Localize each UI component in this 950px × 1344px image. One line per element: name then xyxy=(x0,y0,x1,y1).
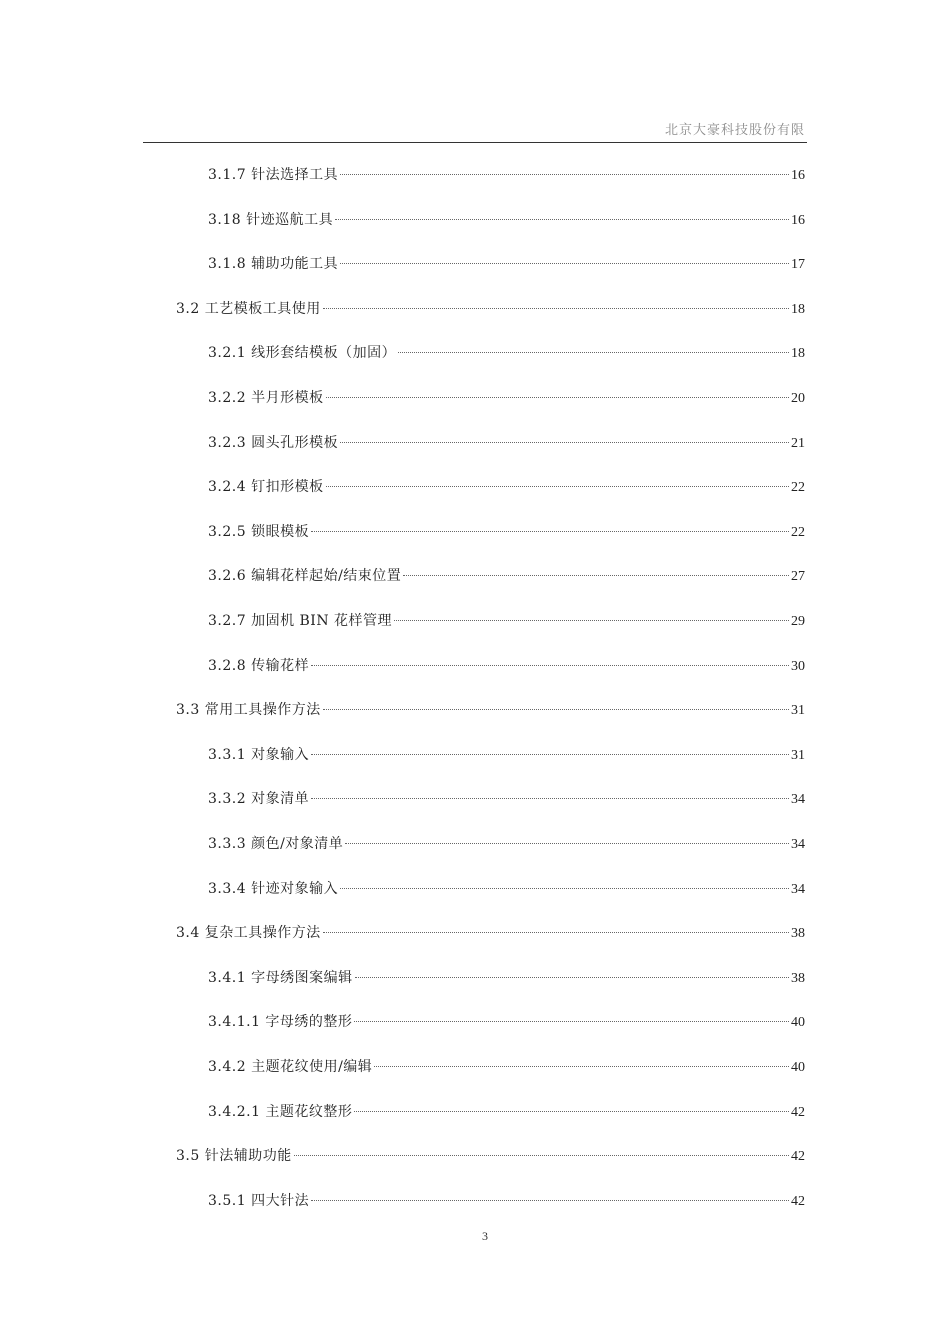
toc-entry-title: 3.3.1 对象输入 xyxy=(208,747,310,763)
toc-entry-page: 40 xyxy=(791,1060,805,1075)
toc-entry-title: 3.2 工艺模板工具使用 xyxy=(176,301,321,317)
toc-entry[interactable] xyxy=(208,610,805,632)
toc-entry-page: 42 xyxy=(791,1194,805,1209)
toc-dot-leader xyxy=(394,620,789,621)
toc-entry[interactable] xyxy=(208,253,805,275)
toc-entry-title: 3.5.1 四大针法 xyxy=(208,1193,310,1209)
toc-entry-title: 3.4.1.1 字母绣的整形 xyxy=(208,1014,353,1030)
page-number: 3 xyxy=(482,1229,488,1243)
toc-dot-leader xyxy=(340,174,789,175)
toc-entry-title: 3.2.2 半月形模板 xyxy=(208,390,324,406)
toc-entry-title: 3.3.3 颜色/对象清单 xyxy=(208,836,344,852)
toc-entry-page: 40 xyxy=(791,1015,805,1030)
toc-entry[interactable] xyxy=(208,565,805,587)
toc-entry-page: 31 xyxy=(791,748,805,763)
toc-entry-page: 34 xyxy=(791,792,805,807)
toc-entry[interactable] xyxy=(208,1056,805,1078)
toc-dot-leader xyxy=(311,1200,789,1201)
toc-dot-leader xyxy=(398,352,789,353)
toc-entry-page: 16 xyxy=(791,168,805,183)
toc-entry-page: 17 xyxy=(791,257,805,272)
toc-entry[interactable] xyxy=(176,298,805,320)
toc-entry-page: 38 xyxy=(791,926,805,941)
toc-entry[interactable] xyxy=(176,1145,805,1167)
toc-entry[interactable] xyxy=(208,744,805,766)
toc-entry-page: 38 xyxy=(791,971,805,986)
toc-entry[interactable] xyxy=(208,521,805,543)
toc-entry-title: 3.3 常用工具操作方法 xyxy=(176,702,321,718)
toc-dot-leader xyxy=(345,843,789,844)
toc-dot-leader xyxy=(311,531,789,532)
header-company-name: 北京大豪科技股份有限 xyxy=(664,123,805,138)
toc-entry-title: 3.4.2 主题花纹使用/编辑 xyxy=(208,1059,373,1075)
toc-dot-leader xyxy=(340,888,789,889)
toc-dot-leader xyxy=(403,575,789,576)
toc-entry[interactable] xyxy=(208,967,805,989)
toc-entry-page: 30 xyxy=(791,659,805,674)
toc-dot-leader xyxy=(323,709,789,710)
toc-entry[interactable] xyxy=(176,699,805,721)
toc-entry[interactable] xyxy=(176,922,805,944)
toc-entry-page: 34 xyxy=(791,882,805,897)
toc-dot-leader xyxy=(311,754,789,755)
toc-entry[interactable] xyxy=(208,1011,805,1033)
header-rule xyxy=(143,142,807,143)
toc-entry-page: 34 xyxy=(791,837,805,852)
toc-entry-title: 3.2.8 传输花样 xyxy=(208,658,310,674)
toc-entry-title: 3.2.3 圆头孔形模板 xyxy=(208,435,339,451)
toc-entry[interactable] xyxy=(208,1101,805,1123)
toc-dot-leader xyxy=(323,308,789,309)
toc-entry-page: 21 xyxy=(791,436,805,451)
toc-dot-leader xyxy=(354,1111,789,1112)
toc-dot-leader xyxy=(354,1021,789,1022)
toc-entry-page: 18 xyxy=(791,346,805,361)
toc-entry-title: 3.4.1 字母绣图案编辑 xyxy=(208,970,353,986)
toc-entry[interactable] xyxy=(208,1190,805,1212)
toc-entry-page: 18 xyxy=(791,302,805,317)
toc-dot-leader xyxy=(340,263,789,264)
toc-entry-page: 29 xyxy=(791,614,805,629)
toc-entry-page: 27 xyxy=(791,569,805,584)
toc-entry-title: 3.3.4 针迹对象输入 xyxy=(208,881,339,897)
toc-dot-leader xyxy=(311,798,789,799)
toc-entry-title: 3.5 针法辅助功能 xyxy=(176,1148,292,1164)
toc-entry[interactable] xyxy=(208,432,805,454)
toc-entry-title: 3.3.2 对象清单 xyxy=(208,791,310,807)
toc-entry-title: 3.18 针迹巡航工具 xyxy=(208,212,334,228)
toc-entry-page: 42 xyxy=(791,1149,805,1164)
toc-dot-leader xyxy=(335,219,789,220)
toc-entry-title: 3.2.4 钉扣形模板 xyxy=(208,479,324,495)
toc-dot-leader xyxy=(326,397,789,398)
toc-dot-leader xyxy=(294,1155,789,1156)
toc-entry[interactable] xyxy=(208,833,805,855)
toc-entry[interactable] xyxy=(208,655,805,677)
toc-entry[interactable] xyxy=(208,878,805,900)
toc-entry-title: 3.1.7 针法选择工具 xyxy=(208,167,339,183)
toc-dot-leader xyxy=(355,977,789,978)
toc-dot-leader xyxy=(323,932,789,933)
toc-dot-leader xyxy=(326,486,789,487)
toc-entry-page: 22 xyxy=(791,480,805,495)
toc-entry-title: 3.1.8 辅助功能工具 xyxy=(208,256,339,272)
toc-entry-title: 3.4.2.1 主题花纹整形 xyxy=(208,1104,353,1120)
toc-entry-page: 20 xyxy=(791,391,805,406)
toc-entry[interactable] xyxy=(208,788,805,810)
toc-dot-leader xyxy=(311,665,789,666)
toc-entry[interactable] xyxy=(208,209,805,231)
toc-entry[interactable] xyxy=(208,387,805,409)
toc-entry-title: 3.2.5 锁眼模板 xyxy=(208,524,310,540)
toc-entry-title: 3.4 复杂工具操作方法 xyxy=(176,925,321,941)
toc-entry-title: 3.2.6 编辑花样起始/结束位置 xyxy=(208,568,402,584)
toc-entry-page: 42 xyxy=(791,1105,805,1120)
toc-entry-title: 3.2.1 线形套结模板（加固） xyxy=(208,345,397,361)
toc-entry-page: 22 xyxy=(791,525,805,540)
toc-dot-leader xyxy=(340,442,789,443)
toc-dot-leader xyxy=(374,1066,789,1067)
toc-entry[interactable] xyxy=(208,164,805,186)
toc-entry[interactable] xyxy=(208,476,805,498)
toc-entry-title: 3.2.7 加固机 BIN 花样管理 xyxy=(208,613,393,629)
toc-entry[interactable] xyxy=(208,342,805,364)
toc-entry-page: 16 xyxy=(791,213,805,228)
toc-entry-page: 31 xyxy=(791,703,805,718)
